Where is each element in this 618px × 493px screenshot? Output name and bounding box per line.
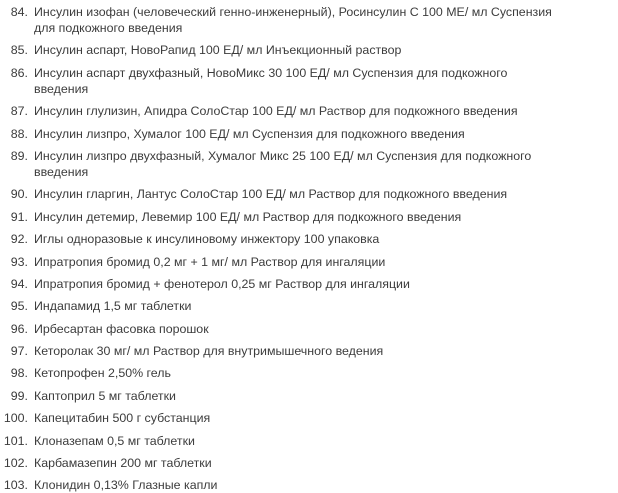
list-item [0, 148, 618, 180]
item-number: 86. [10, 65, 28, 80]
list-item [0, 388, 618, 404]
list-item [0, 209, 618, 225]
item-number: 95. [10, 299, 28, 314]
item-number: 88. [10, 126, 28, 141]
item-text: Карбамазепин 200 мг таблетки [34, 456, 212, 471]
list-item [0, 321, 618, 337]
item-text: Клоназепам 0,5 мг таблетки [34, 433, 195, 448]
item-number: 101. [3, 433, 28, 448]
item-text: Инсулин изофан (человеческий генно-инженерный), Росинсулин С 100 МЕ/ мл Суспензия для подкожного введения [34, 5, 552, 35]
item-number: 85. [10, 43, 28, 58]
item-text: Клонидин 0,13% Глазные капли [34, 478, 218, 493]
list-item [0, 186, 618, 202]
item-text: Инсулин детемир, Левемир 100 ЕД/ мл Раствор для подкожного введения [34, 209, 462, 224]
list-item [0, 276, 618, 292]
list-item [0, 298, 618, 314]
list-item [0, 410, 618, 426]
item-number: 94. [10, 276, 28, 291]
list-item [0, 455, 618, 471]
item-number: 103. [3, 478, 28, 493]
item-number: 97. [10, 344, 28, 359]
item-number: 99. [10, 388, 28, 403]
list-item [0, 343, 618, 359]
list-item [0, 65, 618, 97]
item-text: Иглы одноразовые к инсулиновому инжектору 100 упаковка [34, 232, 380, 247]
item-text: Инсулин гларгин, Лантус СолоСтар 100 ЕД/ мл Раствор для подкожного введения [34, 187, 508, 202]
list-item [0, 103, 618, 119]
item-number: 89. [10, 148, 28, 163]
item-number: 102. [3, 456, 28, 471]
item-text: Ирбесартан фасовка порошок [34, 321, 209, 336]
list-item [0, 42, 618, 58]
item-text: Капецитабин 500 г субстанция [34, 411, 211, 426]
item-text: Ипратропия бромид 0,2 мг + 1 мг/ мл Раствор для ингаляции [34, 254, 386, 269]
item-text: Инсулин лизпро, Хумалог 100 ЕД/ мл Суспензия для подкожного введения [34, 126, 465, 141]
item-number: 91. [10, 209, 28, 224]
item-number: 90. [10, 187, 28, 202]
list-item [0, 254, 618, 270]
item-text: Инсулин аспарт, НовоРапид 100 ЕД/ мл Инъекционный раствор [34, 43, 402, 58]
item-text: Кеторолак 30 мг/ мл Раствор для внутримышечного ведения [34, 344, 384, 359]
item-number: 84. [10, 5, 28, 19]
item-number: 92. [10, 232, 28, 247]
list-item [0, 4, 618, 36]
list-item [0, 126, 618, 142]
item-number: 98. [10, 366, 28, 381]
item-text: Кетопрофен 2,50% гель [34, 366, 171, 381]
list-item [0, 231, 618, 247]
item-text: Инсулин глулизин, Апидра СолоСтар 100 ЕД/ мл Раствор для подкожного введения [34, 104, 518, 119]
list-item [0, 477, 618, 493]
item-text: Индапамид 1,5 мг таблетки [34, 299, 192, 314]
item-number: 87. [10, 104, 28, 119]
item-number: 96. [10, 321, 28, 336]
item-number: 93. [10, 254, 28, 269]
list-item [0, 365, 618, 381]
item-text: Каптоприл 5 мг таблетки [34, 388, 176, 403]
list-item [0, 433, 618, 449]
item-text: Инсулин аспарт двухфазный, НовоМикс 30 100 ЕД/ мл Суспензия для подкожного введения [34, 65, 508, 96]
item-text: Ипратропия бромид + фенотерол 0,25 мг Раствор для ингаляции [34, 276, 410, 291]
item-text: Инсулин лизпро двухфазный, Хумалог Микс 25 100 ЕД/ мл Суспензия для подкожного введения [34, 148, 532, 179]
item-number: 100. [3, 411, 28, 426]
